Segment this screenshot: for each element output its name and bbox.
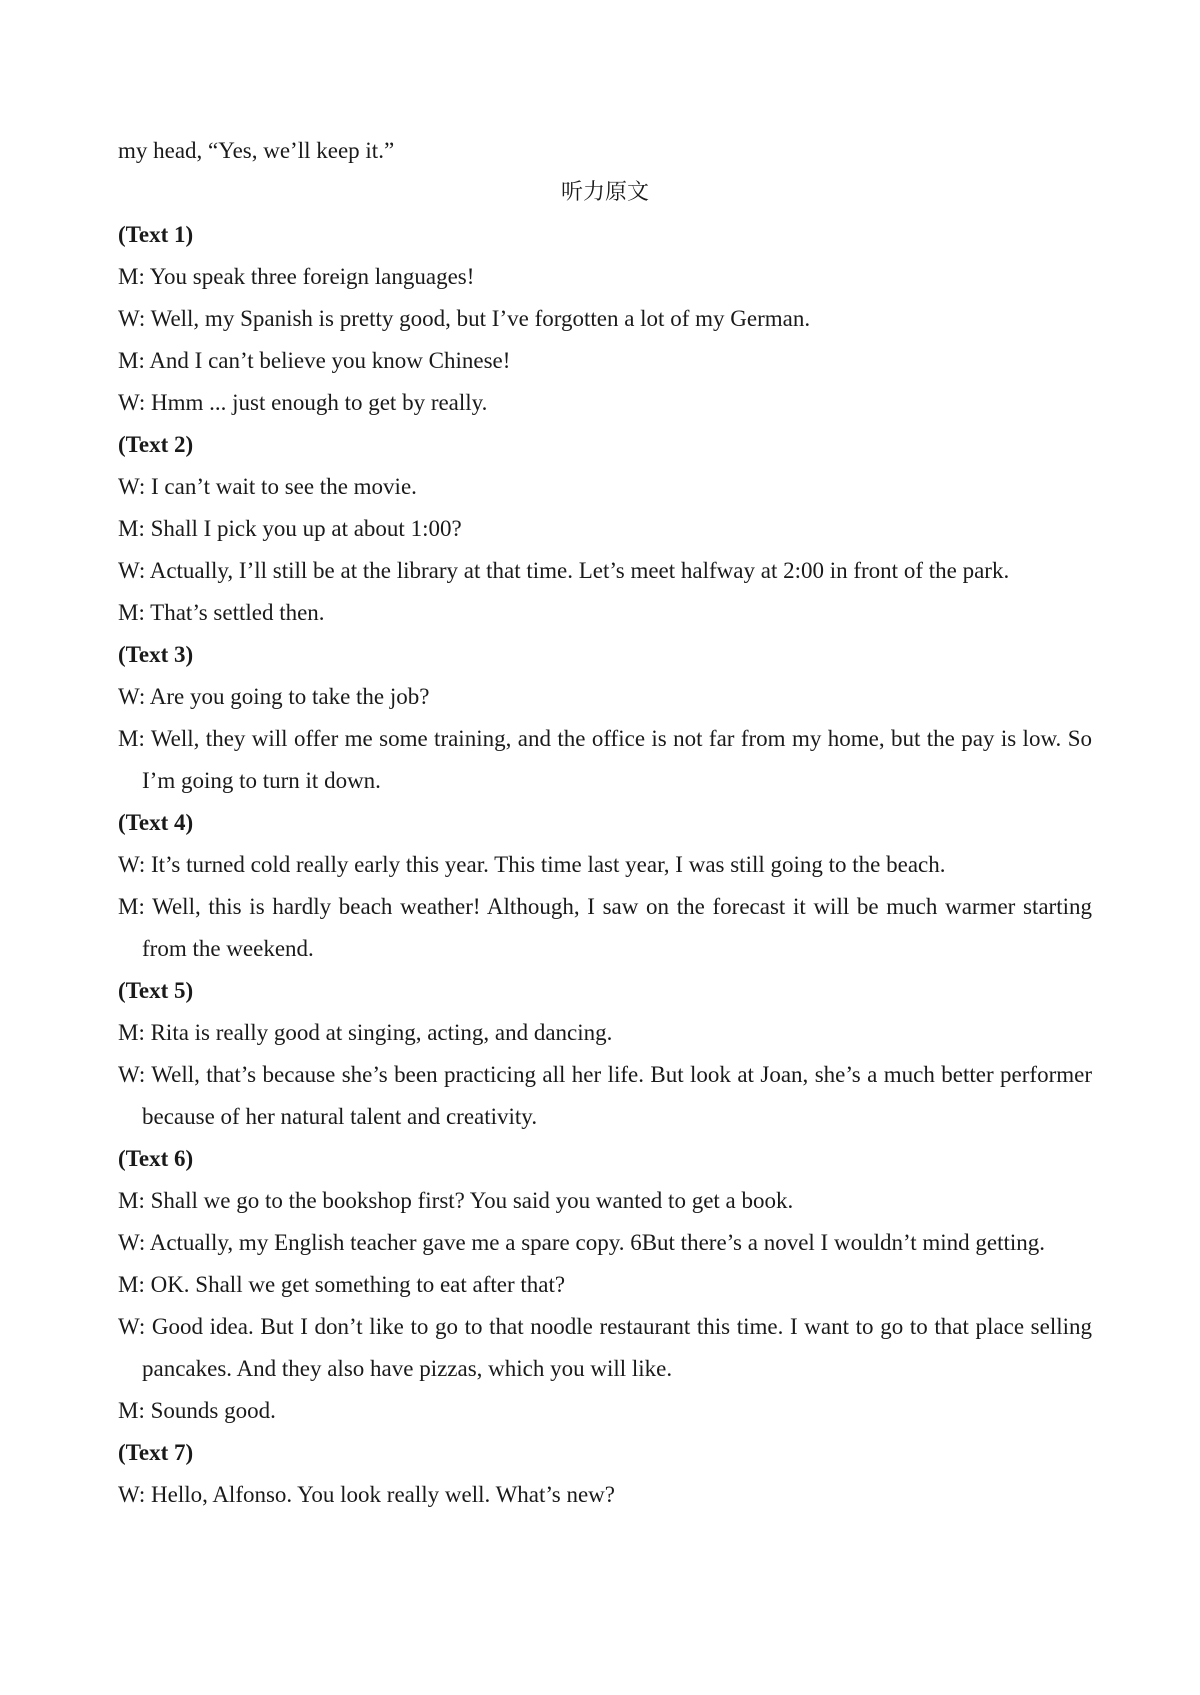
transcript-section [118, 214, 1092, 424]
dialogue-line: M: Shall I pick you up at about 1:00? [118, 516, 462, 541]
text-label: (Text 3) [118, 642, 194, 667]
text-label: (Text 4) [118, 810, 194, 835]
dialogue-line: W: Actually, my English teacher gave me a spare copy. 6But there’s a novel I wouldn’t mind getting. [118, 1230, 1045, 1255]
transcript-section [118, 1138, 1092, 1432]
text-label: (Text 6) [118, 1146, 194, 1171]
dialogue-line: W: Hmm ... just enough to get by really. [118, 390, 488, 415]
transcript-section [118, 634, 1092, 802]
text-label: (Text 1) [118, 222, 194, 247]
dialogue-line: M: Rita is really good at singing, acting, and dancing. [118, 1020, 613, 1045]
text-label: (Text 7) [118, 1440, 194, 1465]
dialogue-line: M: Shall we go to the bookshop first? You said you wanted to get a book. [118, 1188, 794, 1213]
dialogue-line: M: You speak three foreign languages! [118, 264, 475, 289]
dialogue-line: M: Well, they will offer me some training, and the office is not far from my home, but the pay is low. So I’m going to turn it down. [118, 726, 1092, 793]
transcript-section [118, 424, 1092, 634]
transcript-section [118, 1432, 1092, 1516]
dialogue-line: W: Hello, Alfonso. You look really well. What’s new? [118, 1482, 615, 1507]
dialogue-line: W: Good idea. But I don’t like to go to that noodle restaurant this time. I want to go to that place selling pancakes. And they also have pizzas, which you will like. [118, 1314, 1092, 1381]
transcript-section [118, 970, 1092, 1138]
dialogue-line: M: OK. Shall we get something to eat after that? [118, 1272, 566, 1297]
document-page [118, 130, 1092, 1516]
continued-text-line: my head, “Yes, we’ll keep it.” [118, 138, 395, 163]
section-heading: 听力原文 [560, 180, 649, 205]
dialogue-line: W: Well, my Spanish is pretty good, but I’ve forgotten a lot of my German. [118, 306, 811, 331]
dialogue-line: W: I can’t wait to see the movie. [118, 474, 417, 499]
text-label: (Text 2) [118, 432, 194, 457]
dialogue-line: W: Well, that’s because she’s been practicing all her life. But look at Joan, she’s a much better performer because of her natural talent and creativity. [118, 1062, 1092, 1129]
dialogue-line: M: And I can’t believe you know Chinese! [118, 348, 511, 373]
dialogue-line: W: Actually, I’ll still be at the library at that time. Let’s meet halfway at 2:00 in front of the park. [118, 558, 1010, 583]
dialogue-line: W: It’s turned cold really early this year. This time last year, I was still going to the beach. [118, 852, 946, 877]
dialogue-line: W: Are you going to take the job? [118, 684, 430, 709]
transcript-section [118, 802, 1092, 970]
dialogue-line: M: That’s settled then. [118, 600, 325, 625]
text-label: (Text 5) [118, 978, 194, 1003]
dialogue-line: M: Sounds good. [118, 1398, 276, 1423]
dialogue-line: M: Well, this is hardly beach weather! Although, I saw on the forecast it will be much warmer starting from the weekend. [118, 894, 1092, 961]
